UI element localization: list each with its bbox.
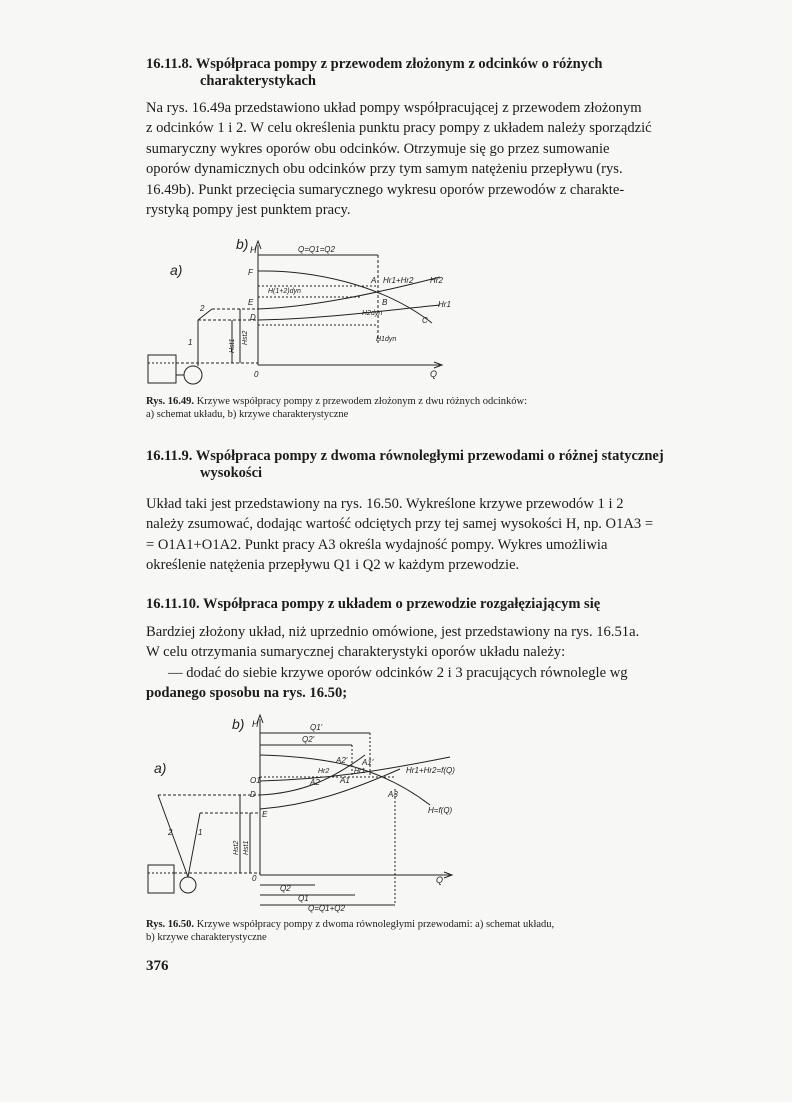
label-A: A [371,276,377,285]
label-D: D [250,790,256,799]
caption-label: Rys. 16.49. [146,396,195,407]
label-A3: A3 [388,790,398,799]
figure-16-50-caption [146,918,686,944]
paragraph-16-11-10 [146,622,682,704]
caption-line-1: Krzywe współpracy pompy z dwoma równoległymi przewodami: a) schemat układu, [196,919,555,930]
page-number: 376 [146,958,169,974]
label-Hsum: Hr1+Hr2=f(Q) [406,766,455,775]
text-line: W celu otrzymania sumarycznej charakterystyki oporów układu należy: [146,644,566,661]
label-Hst2: Hst2 [233,840,240,855]
heading-line-1: 16.11.8. Współpraca pompy z przewodem złożonym z odcinków o różnych [146,56,603,72]
label-Qsum: Q=Q1+Q2 [308,904,345,913]
text-line: Bardziej złożony układ, niż uprzednio omówione, jest przedstawiony na rys. 16.51a. [146,624,640,640]
figure-16-49-caption [146,395,686,421]
heading-line-1: 16.11.9. Współpraca pompy z dwoma równoległymi przewodami o różnej statycznej [146,448,664,464]
label-A2: A2 [310,778,320,787]
tank [148,355,176,383]
label-Q1p: Q1' [310,723,323,732]
label-0: 0 [254,370,259,379]
pump-circle [180,877,196,893]
label-Q1: Q1 [298,894,309,903]
label-Hr1: Hr1 [354,768,366,775]
label-H: H [252,719,259,729]
label-D: D [250,313,256,322]
label-Hr1: Hr1 [438,300,451,309]
label-Q-eq: Q=Q1=Q2 [298,245,335,254]
text-line: podanego sposobu na rys. 16.50; [146,685,348,702]
label-H1dyn: H1dyn [376,336,397,343]
label-Q-axis: Q [430,369,438,379]
label-pipe-1: 1 [188,338,193,347]
paragraph-16-11-9 [146,494,682,576]
caption-line-2: a) schemat układu, b) krzywe charakterystyczne [146,409,349,420]
text-line: należy zsumować, dodając wartość odciętych przy tej samej wysokości H, np. O1A3 = [146,516,654,533]
label-Q-axis: Q [436,875,444,885]
label-0: 0 [252,874,257,883]
label-Hst2: Hst2 [242,330,249,345]
text-line: Układ taki jest przedstawiony na rys. 16.50. Wykreślone krzywe przewodów 1 i 2 [146,496,624,512]
label-pipe-2: 2 [168,828,173,837]
label-Q2: Q2 [280,884,291,893]
heading-line-2: charakterystykach [200,73,316,89]
label-E: E [248,298,254,307]
label-A1p: A1' [362,758,374,767]
section-heading-16-11-10 [146,596,686,613]
label-Hr2: Hr2 [318,768,330,775]
label-a: a) [170,262,183,278]
text-line: sumaryczny wykres oporów obu odcinków. Otrzymuje się go przez sumowanie [146,140,610,157]
label-pipe-2: 2 [200,304,205,313]
label-H: H [250,245,257,255]
caption-line-1: Krzywe współpracy pompy z przewodem złożonym z dwu różnych odcinków: [196,396,528,407]
figure-16-50-diagram [140,705,480,915]
label-F: F [248,268,253,277]
label-H12dyn: H(1+2)dyn [268,288,301,295]
text-line: oporów dynamicznych obu odcinków przy tym samym natężeniu przepływu (rys. [146,161,623,178]
text-line: z odcinków 1 i 2. W celu określenia punktu pracy pompy z układem należy sporządzić [146,120,652,137]
label-b: b) [232,716,245,732]
label-pipe-1: 1 [198,828,203,837]
tank [148,865,174,893]
pipe-1 [188,813,203,877]
label-Hr2: Hr2 [430,276,443,285]
label-Q2p: Q2' [302,735,315,744]
paragraph-16-11-8 [146,98,682,220]
text-line: 16.49b). Punkt przecięcia sumarycznego wykresu oporów przewodów z charakte- [146,181,625,198]
label-A2p: A2' [336,756,348,765]
text-line: rystyką pompy jest punktem pracy. [146,202,351,219]
caption-label: Rys. 16.50. [146,919,195,930]
label-E: E [262,810,268,819]
label-Hst1: Hst1 [243,840,250,855]
label-H2dyn: H2dyn [362,310,383,317]
caption-line-2: b) krzywe charakterystyczne [146,932,267,943]
label-C: C [422,316,428,325]
text-line: = O1A1+O1A2. Punkt pracy A3 określa wydajność pompy. Wykres umożliwia [146,536,608,553]
heading-text: 16.11.10. Współpraca pompy z układem o przewodzie rozgałęziającym się [146,596,601,612]
label-Hf: H=f(Q) [428,806,453,815]
label-O1: O1 [250,776,261,785]
text-line: — dodać do siebie krzywe oporów odcinków 2 i 3 pracujących równolegle wg [168,664,628,681]
pump-circle [184,366,202,384]
label-Hst1: Hst1 [229,338,236,353]
section-heading-16-11-9 [146,448,686,482]
hr1-curve [260,769,400,809]
section-heading-16-11-8 [146,56,686,90]
label-b: b) [236,236,249,252]
label-B: B [382,298,388,307]
text-line: określenie natężenia przepływu Q1 i Q2 w każdym przewodzie. [146,557,520,574]
heading-line-2: wysokości [200,465,263,481]
label-a: a) [154,760,167,776]
label-Hr1Hr2: Hr1+Hr2 [383,276,414,285]
text-line: Na rys. 16.49a przedstawiono układ pompy współpracującej z przewodem złożonym [146,100,642,116]
figure-16-49-diagram [140,225,460,390]
label-A1: A1 [340,776,350,785]
